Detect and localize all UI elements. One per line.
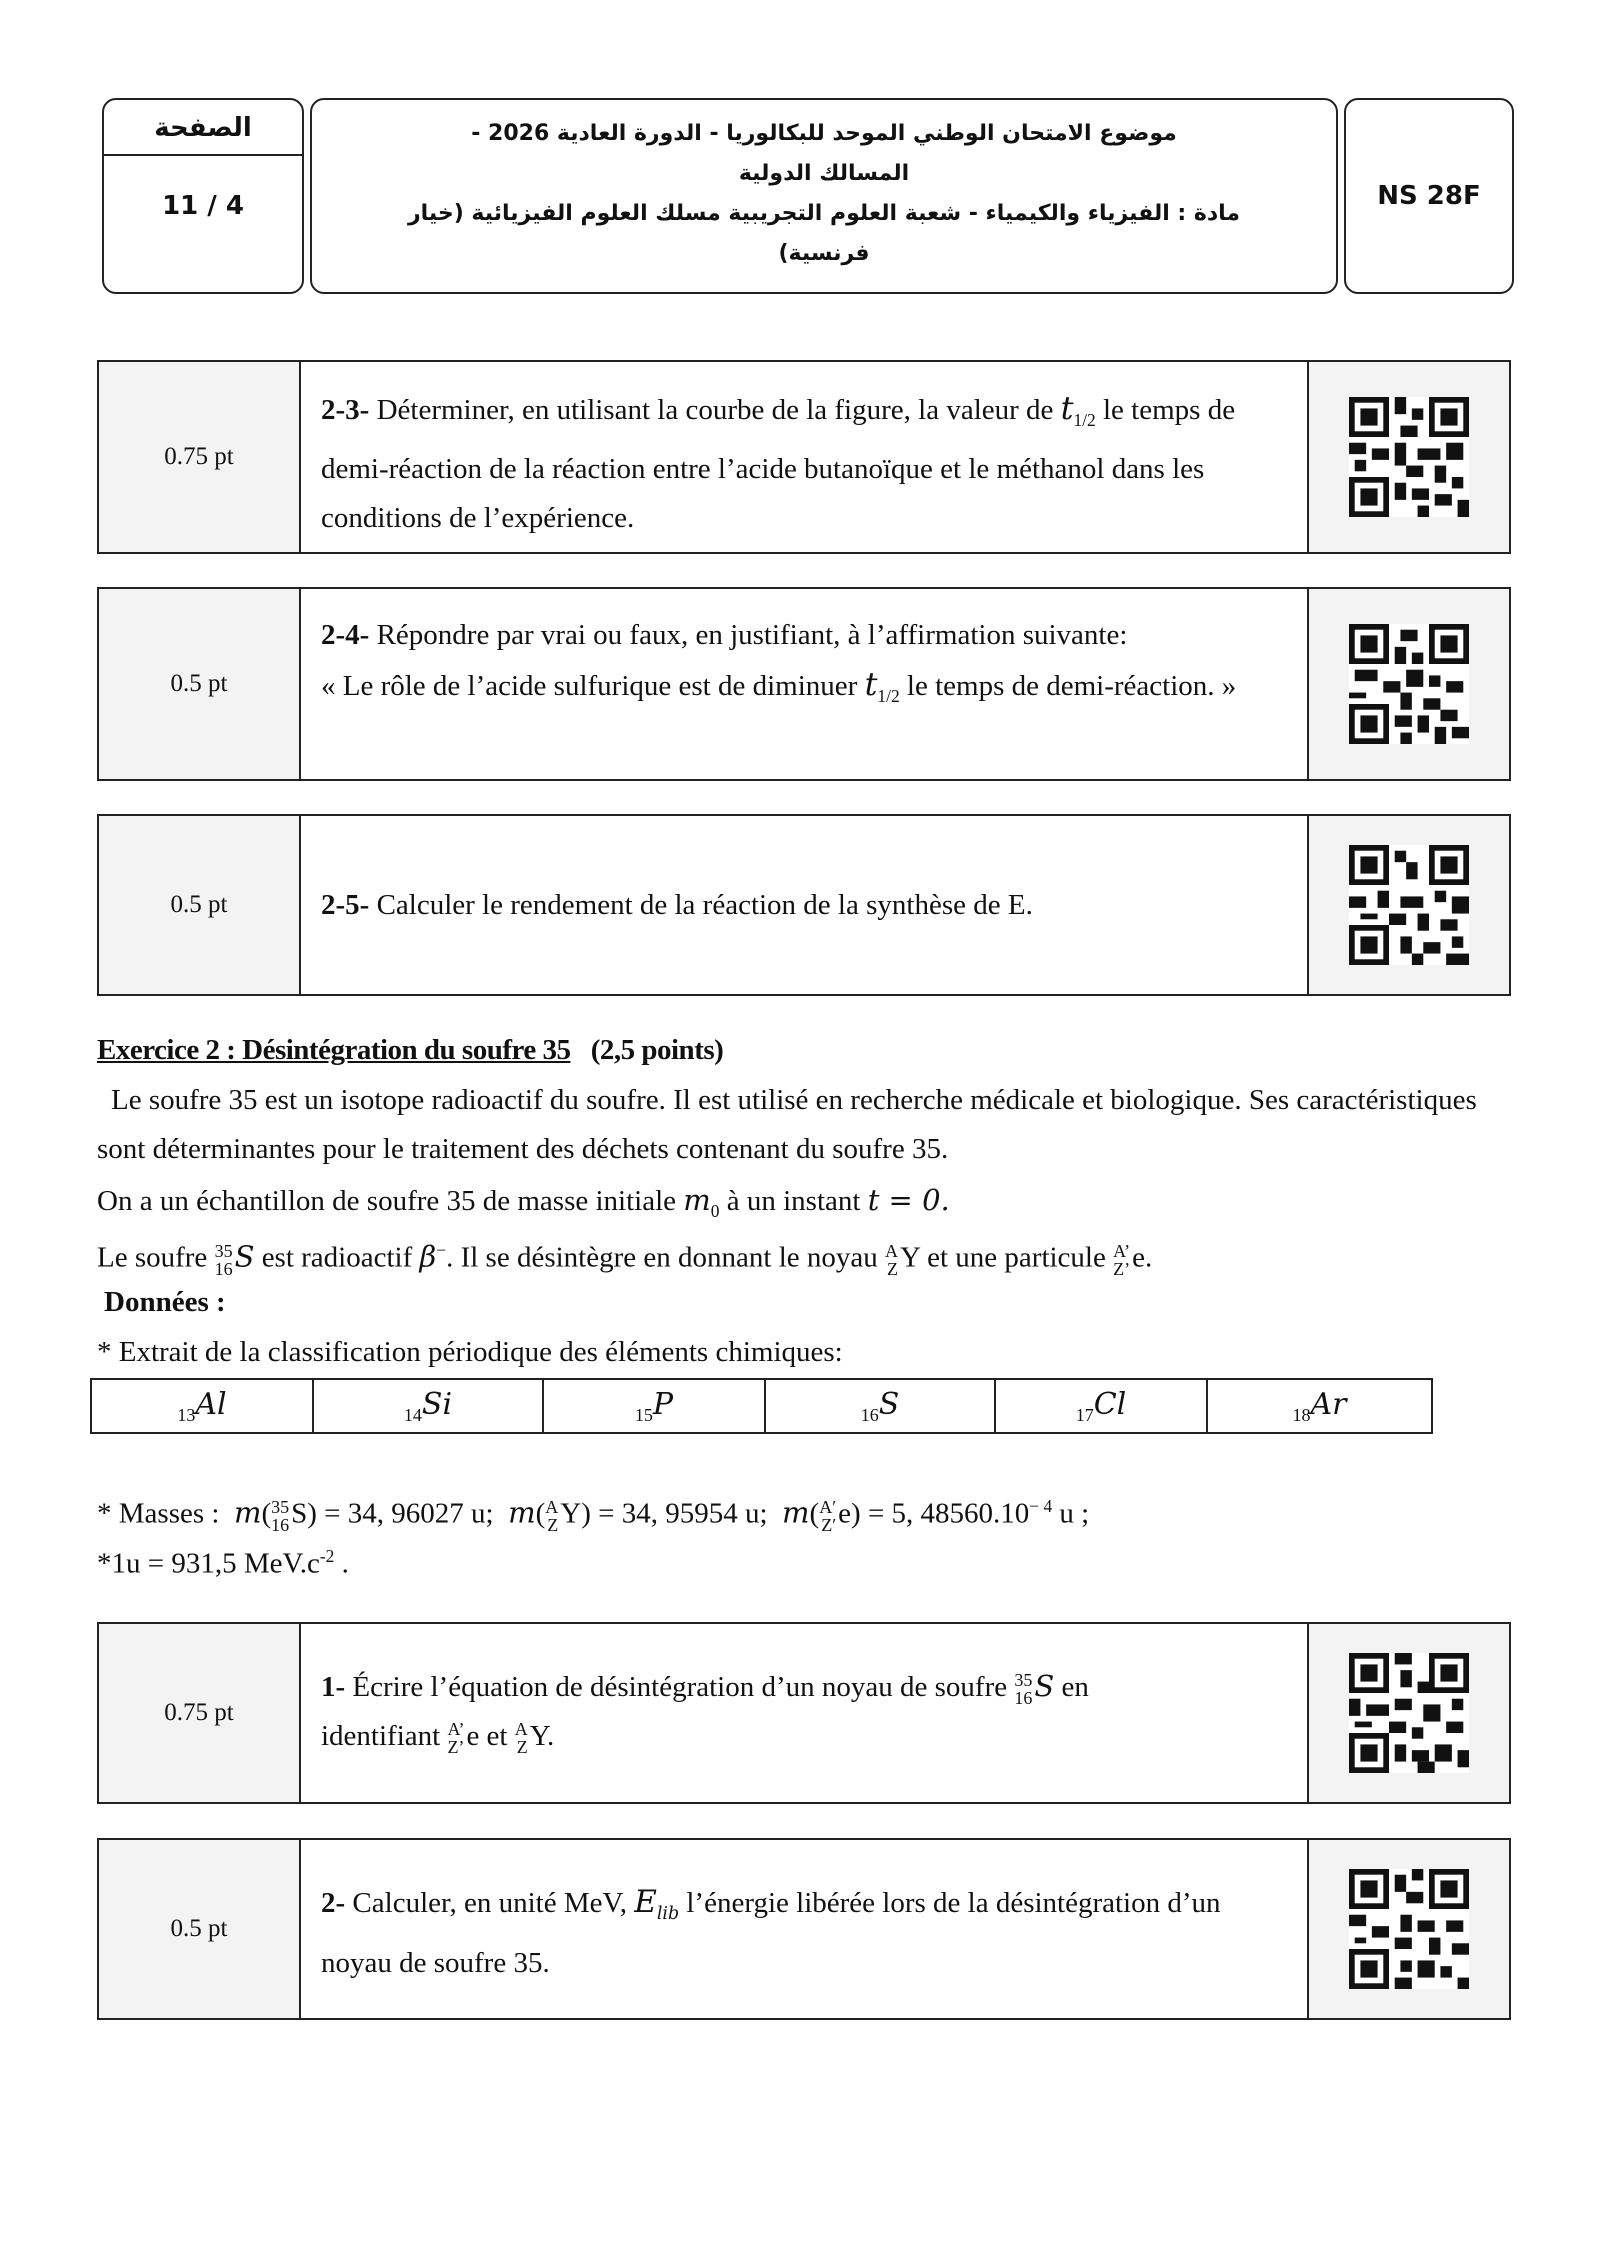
qr-code-cell[interactable] [1307, 1624, 1509, 1802]
question-points: 0.75 pt [99, 1624, 301, 1802]
mass-s35: = 34, 96027 u; [324, 1497, 494, 1530]
exercise-title [97, 1028, 723, 1072]
question-text-part: Calculer le rendement de la réaction de la synthèse de E. [369, 888, 1033, 921]
atomic-number: 15 [634, 1404, 653, 1425]
question-text-part: « Le rôle de l’acide sulfurique est de diminuer [321, 670, 865, 702]
element-cell [1207, 1379, 1432, 1433]
masses-label: * Masses : [97, 1497, 220, 1530]
masses-line: * Masses : m( 35 16 S) = 34, 96027 u; m( A Z Y) = 34, 95954 u; m( A′ Z′ e) = 5, $48560.10^{- 4}$ u ; [97, 1495, 1090, 1535]
exercise-points: (2,5 points) [590, 1034, 724, 1066]
title-line-3: مادة : الفيزياء والكيمياء - شعبة العلوم التجريبية مسلك العلوم الفيزيائية (خيار [407, 201, 1241, 226]
atomic-number: 17 [1075, 1404, 1094, 1425]
exam-title-box [310, 98, 1338, 294]
question-text [301, 362, 1307, 552]
unit-line [97, 1532, 349, 1589]
qr-code-icon[interactable] [1349, 1653, 1469, 1773]
qr-code-cell[interactable] [1307, 589, 1509, 779]
element-symbol: Cl [1093, 1386, 1127, 1422]
element-cell [543, 1379, 765, 1433]
unit-conversion: *1u = 931,5 MeV.c [97, 1547, 320, 1580]
page-number: 11 / 4 [162, 191, 244, 221]
nuclide-y: A Z [885, 1241, 898, 1279]
question-row-2 [97, 1838, 1511, 2020]
qr-code-icon[interactable] [1349, 624, 1469, 744]
element-cell [91, 1379, 313, 1433]
decay-text: Y et une particule [900, 1241, 1114, 1274]
question-row-2-5 [97, 814, 1511, 996]
question-text-part: en [1054, 1671, 1089, 1703]
qr-code-cell[interactable] [1307, 1840, 1509, 2018]
question-text-part: Écrire l’équation de désintégration d’un noyau de soufre [345, 1671, 1015, 1703]
element-symbol: Al [195, 1386, 227, 1422]
periodic-table-extract [90, 1378, 1433, 1434]
exercise-title-text: Exercice 2 : Désintégration du soufre 35 [97, 1034, 571, 1066]
title-line-2: المسالك الدولية [738, 161, 910, 186]
mass-line-text: à un instant [719, 1185, 868, 1217]
qr-code-cell[interactable] [1307, 816, 1509, 994]
question-number: 2-5- [321, 888, 370, 921]
mass-line: On a un échantillon de soufre 35 de masse initiale $m_0$ à un instant t = 0. [97, 1183, 950, 1221]
question-text-part: le temps de demi-réaction de la réaction entre l’acide butanoïque et le méthanol dans les conditions de l’expérience. [321, 394, 1236, 534]
question-row-2-4 [97, 587, 1511, 781]
mass-y: = 34, 95954 u; [598, 1497, 768, 1530]
question-text-part: Calculer, en unité MeV, [345, 1887, 635, 1919]
decay-text: est radioactif [254, 1241, 420, 1274]
question-text: 1- Écrire l’équation de désintégration d’un noyau de soufre 35 16 S en identifiant A’ Z’ e et A Z Y. [321, 1669, 1089, 1758]
question-text [301, 1840, 1307, 2018]
mass-e-exponent: − 4 [1029, 1496, 1053, 1516]
title-line-1: موضوع الامتحان الوطني الموحد للبكالوريا - الدورة العادية 2026 - [471, 121, 1177, 146]
question-points: 0.5 pt [99, 1840, 301, 2018]
question-text-part: identifiant [321, 1720, 448, 1752]
atomic-number: 18 [1292, 1404, 1311, 1425]
decay-line: Le soufre 35 16 S est radioactif β−. Il se désintègre en donnant le noyau A Z Y et une particule A’ Z’ e. [97, 1239, 1153, 1279]
qr-code-icon[interactable] [1349, 1869, 1469, 1989]
exam-code: NS 28F [1377, 181, 1481, 211]
qr-code-cell[interactable] [1307, 362, 1509, 552]
atomic-number: 16 [860, 1404, 879, 1425]
question-row-1 [97, 1622, 1511, 1804]
nuclide-e: A’ Z’ [1113, 1241, 1131, 1279]
question-text-part: Y. [529, 1720, 555, 1752]
qr-code-icon[interactable] [1349, 845, 1469, 965]
energy-sub: lib [656, 1903, 680, 1924]
element-cell [765, 1379, 995, 1433]
question-number: 2-4- [321, 619, 370, 651]
mass-e: = 5, 48560.10 [867, 1497, 1030, 1530]
mass-e-unit: u ; [1052, 1497, 1090, 1530]
extract-label: * Extrait de la classification périodique des éléments chimiques: [97, 1336, 843, 1368]
energy-symbol: E [634, 1884, 657, 1920]
decay-text: e. [1132, 1241, 1153, 1274]
question-text-part: Déterminer, en utilisant la courbe de la figure, la valeur de [369, 394, 1061, 426]
decay-text: Le soufre [97, 1241, 215, 1274]
question-number: 1- [321, 1671, 346, 1703]
atomic-number: 13 [177, 1404, 196, 1425]
question-points: 0.5 pt [99, 589, 301, 779]
atomic-number: 14 [403, 1404, 422, 1425]
question-text [301, 589, 1307, 779]
exercise-intro: Le soufre 35 est un isotope radioactif du soufre. Il est utilisé en recherche médicale et biologique. Ses caractéristiques sont déterminantes pour le traitement des déchets contenant du soufre 35. [97, 1084, 1477, 1165]
question-row-2-3 [97, 360, 1511, 554]
question-text [301, 816, 1307, 994]
data-title: Données : [104, 1286, 226, 1318]
question-text-part: l’énergie libérée lors de la désintégration d’un noyau de soufre 35. [321, 1887, 1221, 1979]
question-text-part: Répondre par vrai ou faux, en justifiant, à l’affirmation suivante: [369, 619, 1128, 651]
question-points: 0.5 pt [99, 816, 301, 994]
title-line-4: فرنسية) [778, 241, 870, 266]
mass-symbol: m [683, 1183, 711, 1217]
question-text-part: le temps de demi-réaction. » [899, 670, 1237, 702]
decay-text: . Il se désintègre en donnant le noyau [446, 1241, 885, 1274]
page-box [102, 98, 304, 294]
element-symbol: S [878, 1386, 900, 1422]
t-half-symbol: t [1060, 389, 1074, 427]
beta-symbol: β [419, 1239, 437, 1274]
element-cell [995, 1379, 1207, 1433]
t-half-sub: 1/2 [877, 685, 900, 706]
element-cell [313, 1379, 543, 1433]
element-symbol: Ar [1310, 1386, 1347, 1422]
question-number: 2-3- [321, 394, 370, 426]
unit-end: . [334, 1547, 349, 1580]
nuclide-s35: 35 16 [214, 1241, 233, 1279]
t-half-symbol: t [864, 665, 878, 703]
element-symbol: Si [421, 1386, 453, 1422]
question-number: 2- [321, 1887, 346, 1919]
page-label: الصفحة [104, 100, 302, 156]
code-box [1344, 98, 1514, 294]
question-points: 0.75 pt [99, 362, 301, 552]
t-half-sub: 1/2 [1073, 409, 1096, 430]
mass-line-text: On a un échantillon de soufre 35 de masse initiale [97, 1185, 684, 1217]
time-symbol: t = 0. [867, 1183, 950, 1217]
question-text-part: e et [466, 1720, 515, 1752]
unit-exponent: -2 [319, 1546, 335, 1566]
element-symbol: P [652, 1386, 674, 1422]
qr-code-icon[interactable] [1349, 397, 1469, 517]
